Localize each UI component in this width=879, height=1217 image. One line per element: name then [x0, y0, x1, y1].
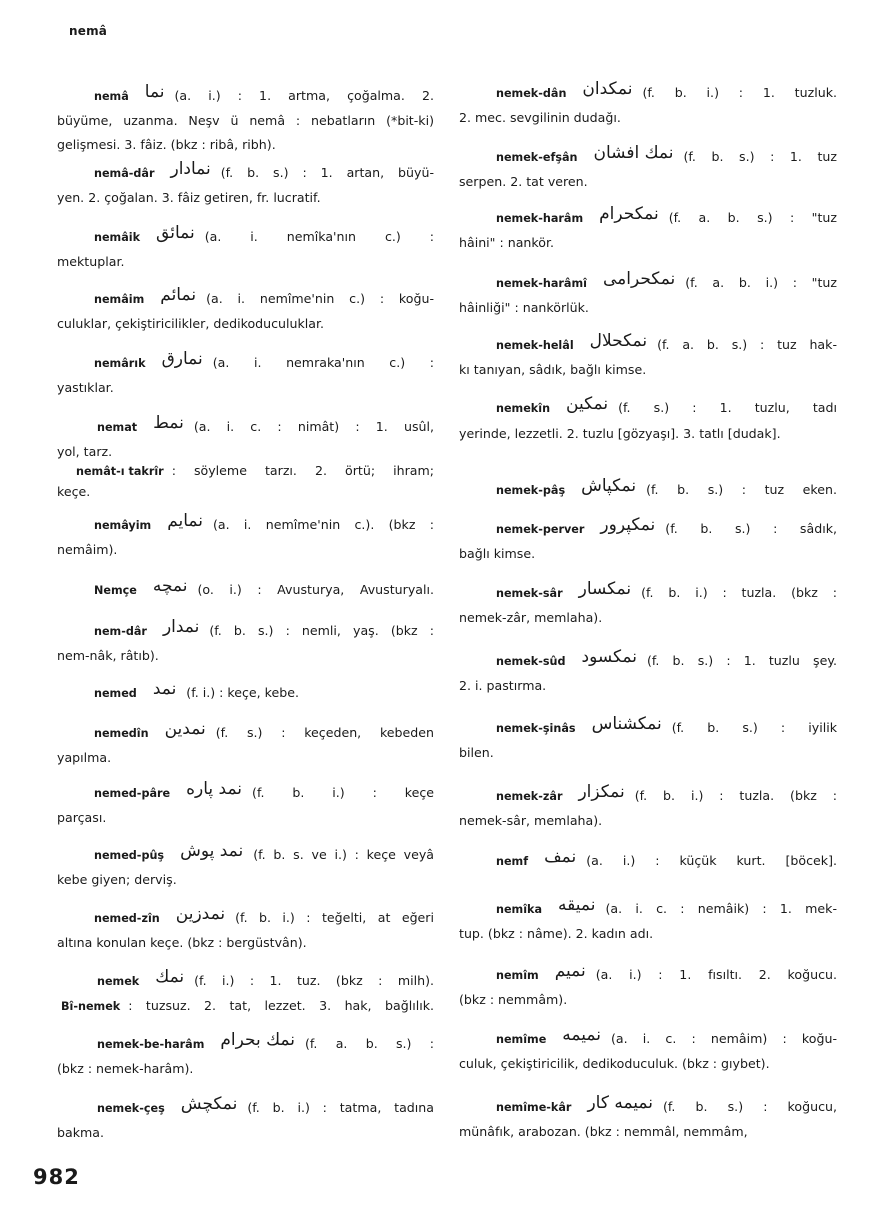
arabic-script: نمكين	[566, 394, 609, 414]
arabic-script: نمك	[155, 967, 185, 987]
arabic-script: نمكسود	[581, 647, 637, 667]
dictionary-entry	[459, 395, 837, 443]
dictionary-entry	[459, 516, 837, 566]
dictionary-entry	[57, 512, 434, 562]
dictionary-entry	[57, 968, 434, 994]
definition-continued: hâinliği" : nankörlük.	[459, 300, 589, 315]
dictionary-entry	[57, 1031, 434, 1081]
definition-continued: yen. 2. çoğalan. 3. fâiz getiren, fr. lucratif.	[57, 190, 321, 205]
dictionary-entry	[459, 205, 837, 255]
dictionary-entry	[459, 1094, 837, 1144]
sub-headword: Bî-nemek	[61, 1000, 121, 1013]
definition: (f. b. s.) : iyilik	[671, 720, 837, 735]
sub-definition-continued: keçe.	[57, 484, 91, 499]
arabic-script: نمط	[153, 413, 184, 433]
definition: (f. b. s.) : 1. tuzlu şey.	[646, 653, 837, 668]
definition-continued: (bkz : nemmâm).	[459, 992, 568, 1007]
dictionary-entry	[459, 648, 837, 698]
headword: nemek-çeş	[97, 1102, 165, 1115]
arabic-script: نمد	[152, 679, 177, 699]
arabic-script: نمكسار	[578, 579, 632, 599]
definition-continued: serpen. 2. tat veren.	[459, 174, 588, 189]
definition: (f. b. i.) : tuzla. (bkz :	[641, 585, 837, 600]
sub-headword: nemât-ı takrîr	[76, 465, 164, 478]
definition: (f. a. b. s.) :	[304, 1036, 434, 1051]
definition: (a. i.) : 1. artma, çoğalma. 2.	[174, 88, 434, 103]
definition: (f. b. i.) : tatma, tadına	[247, 1100, 434, 1115]
dictionary-entry	[57, 618, 434, 668]
sub-entry	[57, 996, 434, 1017]
dictionary-entry	[57, 577, 434, 603]
definition: (f. b. s. ve i.) : keçe veyâ	[253, 847, 434, 862]
arabic-script: نميقه	[558, 895, 596, 915]
headword: nemek-harâmî	[496, 277, 587, 290]
sub-definition: : tuzsuz. 2. tat, lezzet. 3. hak, bağlılık.	[128, 998, 434, 1013]
definition: (f. s.) : keçeden, kebeden	[215, 725, 434, 740]
headword: nemek-perver	[496, 523, 585, 536]
dictionary-entry	[459, 580, 837, 630]
definition-continued: 2. mec. sevgilinin dudağı.	[459, 110, 621, 125]
arabic-script: نمكحرامى	[602, 269, 676, 289]
arabic-script: نمكزار	[578, 782, 625, 802]
definition-continued: altına konulan keçe. (bkz : bergüstvân).	[57, 935, 307, 950]
definition-continued: yastıklar.	[57, 380, 114, 395]
definition: (f. b. s.) : nemli, yaş. (bkz :	[209, 623, 434, 638]
headword: nemed-pâre	[94, 787, 171, 800]
dictionary-entry	[57, 842, 434, 892]
arabic-script: نمكحرام	[599, 204, 659, 224]
arabic-script: نمچه	[152, 576, 188, 596]
headword: nemârık	[94, 357, 146, 370]
headword: nemek-şinâs	[496, 722, 576, 735]
dictionary-entry	[57, 720, 434, 770]
definition-continued: culuk, çekiştiricilik, dedikoduculuk. (bkz : gıybet).	[459, 1056, 770, 1071]
arabic-script: نمكحلال	[589, 331, 648, 351]
definition: (f. a. b. s.) : "tuz	[668, 210, 837, 225]
dictionary-entry	[57, 160, 434, 210]
headword: nemf	[496, 855, 529, 868]
definition-continued: nemek-sâr, memlaha).	[459, 813, 603, 828]
definition-continued: tup. (bkz : nâme). 2. kadın adı.	[459, 926, 654, 941]
headword: nemek-harâm	[496, 212, 584, 225]
dictionary-entry	[459, 144, 837, 194]
sub-entry	[57, 461, 434, 502]
definition-continued: yapılma.	[57, 750, 112, 765]
dictionary-entry	[459, 1026, 837, 1076]
page-number: 982	[33, 1165, 80, 1189]
dictionary-entry	[459, 962, 837, 1012]
headword: Nemçe	[94, 584, 137, 597]
headword: nemîme	[496, 1033, 547, 1046]
definition-continued: bağlı kimse.	[459, 546, 536, 561]
headword: nemek-dân	[496, 87, 567, 100]
dictionary-entry	[57, 680, 434, 706]
arabic-script: نمكشناس	[591, 714, 662, 734]
headword: nemek-zâr	[496, 790, 563, 803]
definition-continued: bakma.	[57, 1125, 104, 1140]
page-guide-word: nemâ	[69, 24, 108, 38]
arabic-script: نمك افشان	[593, 143, 674, 163]
definition-continued: 2. i. pastırma.	[459, 678, 547, 693]
definition: (a. i. c. : nemâik) : 1. mek-	[605, 901, 837, 916]
definition: (f. b. s.) : 1. tuz	[683, 149, 837, 164]
headword: nem-dâr	[94, 625, 147, 638]
arabic-script: نمدار	[162, 617, 200, 637]
dictionary-entry	[459, 332, 837, 382]
definition: (f. a. b. i.) : "tuz	[685, 275, 837, 290]
headword: nemâyim	[94, 519, 152, 532]
dictionary-entry	[57, 1095, 434, 1145]
definition: (a. i. c. : nimât) : 1. usûl,	[193, 419, 434, 434]
headword: nemat	[97, 421, 138, 434]
headword: nemek-be-harâm	[97, 1038, 205, 1051]
headword: nemîme-kâr	[496, 1101, 572, 1114]
definition-continued: yol, tarz.	[57, 444, 113, 459]
definition-continued: bilen.	[459, 745, 494, 760]
arabic-script: نمائم	[160, 285, 197, 305]
headword: nemed-zîn	[94, 912, 160, 925]
headword: nemâ-dâr	[94, 167, 155, 180]
right-column	[459, 0, 837, 1217]
definition-continued: mektuplar.	[57, 254, 125, 269]
arabic-script: نما	[144, 82, 165, 102]
definition: (a. i.) : 1. fısıltı. 2. koğucu.	[595, 967, 837, 982]
definition: (a. i. nemîka'nın c.) :	[204, 229, 434, 244]
dictionary-entry	[57, 286, 434, 336]
headword: nemedîn	[94, 727, 149, 740]
arabic-script: نمدين	[164, 719, 206, 739]
headword: nemek-sûd	[496, 655, 566, 668]
headword: nemek-efşân	[496, 151, 578, 164]
dictionary-entry	[459, 715, 837, 765]
dictionary-entry	[57, 350, 434, 400]
definition-continued: kebe giyen; derviş.	[57, 872, 177, 887]
definition: (o. i.) : Avusturya, Avusturyalı.	[197, 582, 434, 597]
arabic-script: نميم	[554, 961, 586, 981]
arabic-script: نمدزين	[175, 904, 226, 924]
definition: (f. i.) : keçe, kebe.	[186, 685, 300, 700]
headword: nemek-sâr	[496, 587, 563, 600]
definition-continued: kı tanıyan, sâdık, bağlı kimse.	[459, 362, 647, 377]
definition: (f. b. i.) : teğelti, at eğeri	[235, 910, 434, 925]
headword: nemâim	[94, 293, 145, 306]
definition-continued: nem-nâk, râtıb).	[57, 648, 159, 663]
definition: (a. i. nemraka'nın c.) :	[212, 355, 434, 370]
arabic-script: نمكپرور	[600, 515, 656, 535]
arabic-script: نمد پوش	[180, 841, 244, 861]
definition-continued: büyüme, uzanma. Neşv ü nemâ : nebatların (*bit-ki) gelişmesi. 3. fâiz. (bkz : ribâ, ribh).	[57, 113, 434, 152]
arabic-script: نمكپاش	[581, 476, 637, 496]
definition: (f. b. s.) : sâdık,	[665, 521, 837, 536]
dictionary-entry	[459, 783, 837, 833]
dictionary-entry	[459, 477, 837, 503]
sub-definition: : söyleme tarzı. 2. örtü; ihram;	[171, 463, 434, 478]
dictionary-entry	[459, 896, 837, 946]
arabic-script: نمك بحرام	[220, 1030, 295, 1050]
dictionary-entry	[459, 848, 837, 874]
headword: nemekîn	[496, 402, 551, 415]
headword: nemed-pûş	[94, 849, 165, 862]
definition: (f. b. s.) : koğucu,	[662, 1099, 837, 1114]
definition: (f. s.) : 1. tuzlu, tadı	[618, 400, 837, 415]
definition: (a. i.) : küçük kurt. [böcek].	[586, 853, 837, 868]
arabic-script: نمائق	[156, 223, 195, 243]
definition-continued: hâini" : nankör.	[459, 235, 554, 250]
headword: nemed	[94, 687, 137, 700]
arabic-script: نميمه كار	[587, 1093, 653, 1113]
definition: (f. b. s.) : 1. artan, büyü-	[220, 165, 434, 180]
definition-continued: culuklar, çekiştiricilikler, dedikoduculuklar.	[57, 316, 325, 331]
dictionary-entry	[57, 905, 434, 955]
dictionary-entry	[459, 270, 837, 320]
definition-continued: parçası.	[57, 810, 107, 825]
definition: (f. b. s.) : tuz eken.	[646, 482, 837, 497]
definition-continued: nemâim).	[57, 542, 118, 557]
arabic-script: نمد پاره	[186, 779, 243, 799]
arabic-script: نمادار	[170, 159, 211, 179]
definition-continued: (bkz : nemek-harâm).	[57, 1061, 194, 1076]
definition: (f. b. i.) : keçe	[252, 785, 434, 800]
headword: nemîm	[496, 969, 539, 982]
arabic-script: نمارق	[161, 349, 203, 369]
headword: nemâik	[94, 231, 141, 244]
headword: nemek-helâl	[496, 339, 574, 352]
dictionary-entry	[57, 414, 434, 464]
arabic-script: نمكچش	[180, 1094, 238, 1114]
headword: nemek-pâş	[496, 484, 566, 497]
headword: nemâ	[94, 90, 129, 103]
definition: (f. a. b. s.) : tuz hak-	[657, 337, 837, 352]
definition: (a. i. c. : nemâim) : koğu-	[610, 1031, 837, 1046]
definition: (a. i. nemîme'nin c.) : koğu-	[206, 291, 434, 306]
definition-continued: münâfık, arabozan. (bkz : nemmâl, nemmâm,	[459, 1124, 748, 1139]
arabic-script: نمف	[544, 847, 577, 867]
left-column	[57, 0, 434, 1217]
arabic-script: نمكدان	[582, 79, 633, 99]
definition-continued: yerinde, lezzetli. 2. tuzlu [gözyaşı]. 3. tatlı [dudak].	[459, 426, 781, 441]
arabic-script: نميمه	[562, 1025, 601, 1045]
definition: (f. i.) : 1. tuz. (bkz : milh).	[194, 973, 434, 988]
arabic-script: نمايم	[167, 511, 203, 531]
definition: (f. b. i.) : 1. tuzluk.	[642, 85, 837, 100]
dictionary-entry	[57, 83, 434, 157]
dictionary-entry	[57, 780, 434, 830]
headword: nemek	[97, 975, 140, 988]
dictionary-entry	[57, 224, 434, 274]
headword: nemîka	[496, 903, 543, 916]
definition: (a. i. nemîme'nin c.). (bkz :	[213, 517, 434, 532]
definition: (f. b. i.) : tuzla. (bkz :	[634, 788, 837, 803]
definition-continued: nemek-zâr, memlaha).	[459, 610, 603, 625]
dictionary-entry	[459, 80, 837, 130]
